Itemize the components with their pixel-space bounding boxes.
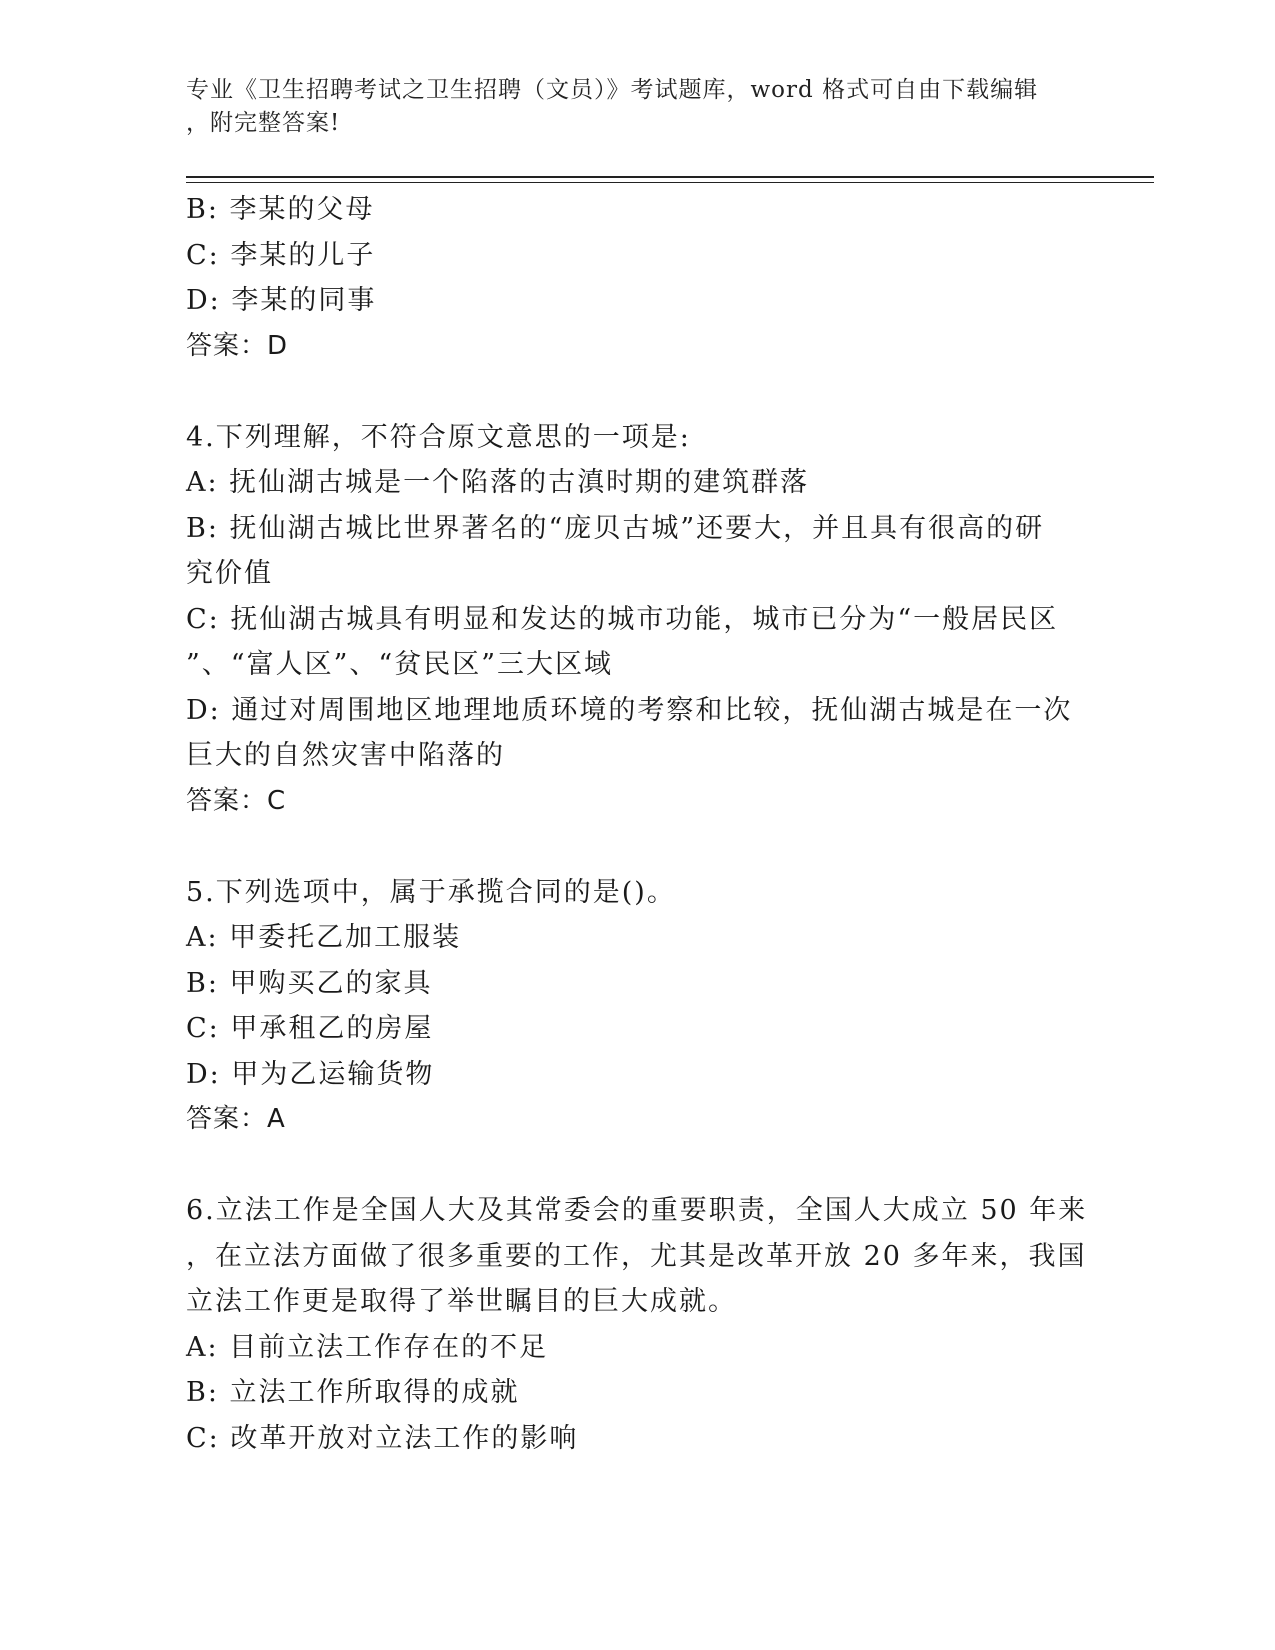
option-a: A: 抚仙湖古城是一个陷落的古滇时期的建筑群落 xyxy=(186,467,810,498)
option-c-line-1: C: 抚仙湖古城具有明显和发达的城市功能，城市已分为“一般居民区 xyxy=(186,603,1059,635)
option-c-line-2: ”、“富人区”、“贫民区”三大区域 xyxy=(186,649,614,680)
header-divider-thick xyxy=(186,176,1154,178)
question-stem: 4.下列理解，不符合原文意思的一项是: xyxy=(186,421,691,453)
option-d: D: 李某的同事 xyxy=(186,285,377,316)
option-b: B: 立法工作所取得的成就 xyxy=(186,1377,520,1408)
question-6 xyxy=(186,1188,1088,1461)
option-b: B: 李某的父母 xyxy=(186,194,375,225)
header-line-1: 专业《卫生招聘考试之卫生招聘（文员）》考试题库，word 格式可自由下载编辑 xyxy=(186,77,1039,103)
option-d-line-1: D: 通过对周围地区地理地质环境的考察和比较，抚仙湖古城是在一次 xyxy=(186,694,1073,726)
spacer xyxy=(186,1143,1076,1189)
option-b-line-2: 究价值 xyxy=(186,558,273,589)
answer-label: 答案：C xyxy=(186,785,287,816)
document-header xyxy=(186,74,1066,140)
header-divider-thin xyxy=(186,182,1154,183)
option-a: A: 目前立法工作存在的不足 xyxy=(186,1331,549,1363)
option-b-line-1: B: 抚仙湖古城比世界著名的“庞贝古城”还要大，并且具有很高的研 xyxy=(186,512,1045,544)
question-5 xyxy=(186,870,1076,1143)
header-line-2: ，附完整答案! xyxy=(186,110,341,136)
option-d: D: 甲为乙运输货物 xyxy=(186,1058,435,1090)
question-4 xyxy=(186,415,1076,825)
option-d-line-2: 巨大的自然灾害中陷落的 xyxy=(186,740,505,771)
question-3-tail xyxy=(186,187,1076,369)
option-b: B: 甲购买乙的家具 xyxy=(186,967,433,999)
spacer xyxy=(186,824,1076,870)
answer-label: 答案：D xyxy=(186,330,289,361)
question-stem-line-1: 6.立法工作是全国人大及其常委会的重要职责，全国人大成立 50 年来 xyxy=(186,1195,1088,1226)
question-stem-line-2: ，在立法方面做了很多重要的工作，尤其是改革开放 20 多年来，我国 xyxy=(186,1240,1087,1272)
option-a: A: 甲委托乙加工服装 xyxy=(186,922,462,953)
option-c: C: 李某的儿子 xyxy=(186,239,376,271)
question-content xyxy=(186,187,1088,1461)
option-c: C: 改革开放对立法工作的影响 xyxy=(186,1422,579,1454)
spacer xyxy=(186,369,1076,415)
answer-label: 答案：A xyxy=(186,1104,286,1134)
question-stem-line-3: 立法工作更是取得了举世瞩目的巨大成就。 xyxy=(186,1286,737,1317)
question-stem: 5.下列选项中，属于承揽合同的是()。 xyxy=(186,876,676,908)
option-c: C: 甲承租乙的房屋 xyxy=(186,1013,434,1044)
